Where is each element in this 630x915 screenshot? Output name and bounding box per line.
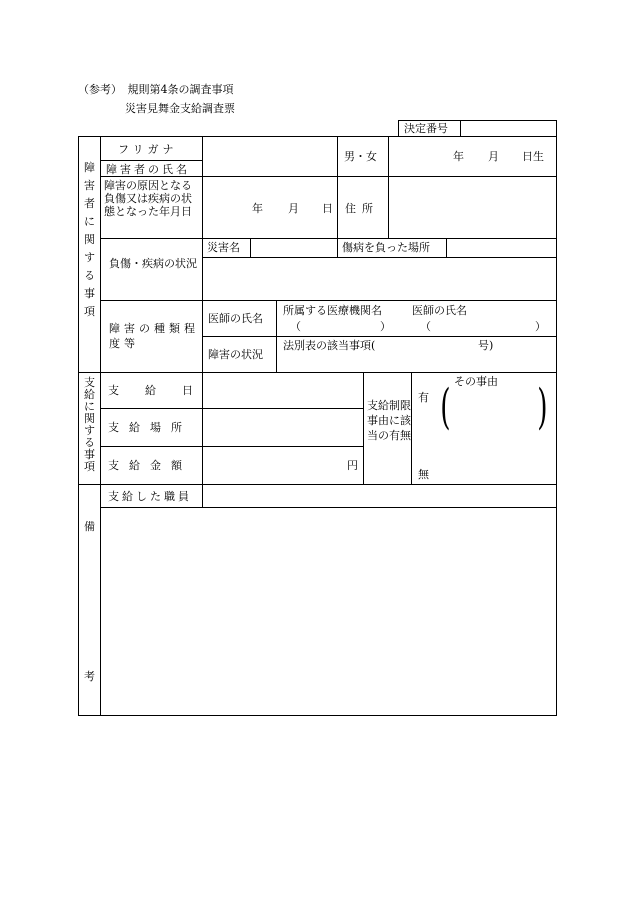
paren-open-2: （ bbox=[420, 320, 431, 333]
doctor-name-label: 医師の氏名 bbox=[208, 312, 263, 325]
paydate-bottom bbox=[100, 408, 364, 409]
restriction-label: 支給制限事由に該当の有無 bbox=[367, 399, 411, 442]
disaster-name-divider bbox=[250, 238, 251, 257]
table-item-label: 法別表の該当事項( bbox=[283, 339, 376, 352]
furigana-label: フリガナ bbox=[118, 143, 178, 156]
staff-bottom bbox=[100, 507, 557, 508]
staff-field[interactable] bbox=[206, 488, 551, 504]
doctor-row-bottom bbox=[202, 336, 557, 337]
disability-type-label: 障害の種類程度等 bbox=[109, 322, 199, 350]
decision-right bbox=[556, 120, 557, 136]
doctor-divider bbox=[276, 300, 277, 372]
restriction-right bbox=[411, 372, 412, 484]
name-bottom bbox=[100, 176, 557, 177]
doctor-name2-label: 医師の氏名 bbox=[412, 304, 467, 317]
disaster-row-bottom bbox=[202, 257, 557, 258]
yen-label: 円 bbox=[347, 459, 358, 472]
section1-bottom bbox=[78, 372, 557, 373]
frame-right bbox=[556, 136, 557, 716]
reason-paren-right: ) bbox=[537, 379, 548, 435]
cause-date-label: 障害の原因となる負傷又は疾病の状態となった年月日 bbox=[104, 179, 192, 218]
address-right bbox=[388, 176, 389, 238]
decision-number-label: 決定番号 bbox=[404, 122, 448, 135]
frame-bottom bbox=[78, 715, 557, 716]
remarks-field[interactable] bbox=[104, 511, 552, 711]
section2-bottom bbox=[78, 484, 557, 485]
remarks-label-bottom: 考 bbox=[84, 670, 95, 683]
paren-close-2: ） bbox=[535, 320, 546, 333]
frame-top bbox=[78, 136, 557, 137]
injury-bottom bbox=[100, 300, 557, 301]
reference-note: （参考） 規則第4条の調査事項 bbox=[78, 83, 234, 96]
restriction-no[interactable]: 無 bbox=[418, 468, 429, 481]
frame-left bbox=[78, 136, 79, 716]
person-name-label: 障害者の氏名 bbox=[106, 163, 190, 176]
address-left bbox=[337, 176, 338, 238]
gender-select[interactable]: 男・女 bbox=[344, 150, 377, 163]
staff-divider bbox=[202, 484, 203, 507]
decision-left bbox=[398, 120, 399, 136]
pay-amount-label: 支給金額 bbox=[108, 459, 192, 472]
disaster-name-label: 災害名 bbox=[207, 241, 240, 254]
form-title: 災害見舞金支給調査票 bbox=[125, 102, 235, 115]
restriction-left bbox=[363, 372, 364, 484]
reason-label: その事由 bbox=[454, 375, 498, 388]
injury-place-label: 傷病を負った場所 bbox=[342, 241, 430, 254]
table-item-number: 号) bbox=[478, 339, 494, 352]
disability-state-label: 障害の状況 bbox=[208, 348, 263, 361]
restriction-yes[interactable]: 有 bbox=[418, 391, 429, 404]
pay-date-label: 支給日 bbox=[108, 384, 219, 397]
decision-mid bbox=[460, 120, 461, 136]
cause-year: 年 bbox=[252, 202, 263, 215]
cause-month: 月 bbox=[288, 202, 299, 215]
birth-day: 日生 bbox=[522, 150, 544, 163]
furigana-bottom bbox=[100, 160, 203, 161]
reason-paren-left: ( bbox=[440, 379, 451, 435]
decision-top bbox=[398, 120, 556, 121]
place-left bbox=[337, 238, 338, 257]
paren-close-1: ） bbox=[380, 320, 391, 333]
gender-left bbox=[337, 136, 338, 177]
staff-label: 支給した職員 bbox=[108, 490, 192, 503]
birth-month: 月 bbox=[488, 150, 499, 163]
remarks-label-top: 備 bbox=[84, 520, 95, 533]
institution-label: 所属する医療機関名 bbox=[283, 304, 382, 317]
label-col-divider bbox=[100, 136, 101, 716]
paren-open-1: （ bbox=[290, 320, 301, 333]
gender-right bbox=[388, 136, 389, 177]
cause-day: 日 bbox=[322, 202, 333, 215]
place-right bbox=[446, 238, 447, 257]
decision-number-field[interactable] bbox=[466, 123, 550, 134]
section2-vertical-label: 支 給 に 関 す る 事 項 bbox=[84, 376, 95, 473]
address-label: 住所 bbox=[345, 202, 379, 215]
pay-place-label: 支給場所 bbox=[108, 421, 192, 434]
payplace-bottom bbox=[100, 446, 364, 447]
injury-state-label: 負傷・疾病の状況 bbox=[109, 257, 197, 270]
birth-year: 年 bbox=[453, 150, 464, 163]
section1-vertical-label: 障 害 者 に 関 す る 事 項 bbox=[84, 161, 95, 318]
cause-bottom bbox=[100, 238, 557, 239]
